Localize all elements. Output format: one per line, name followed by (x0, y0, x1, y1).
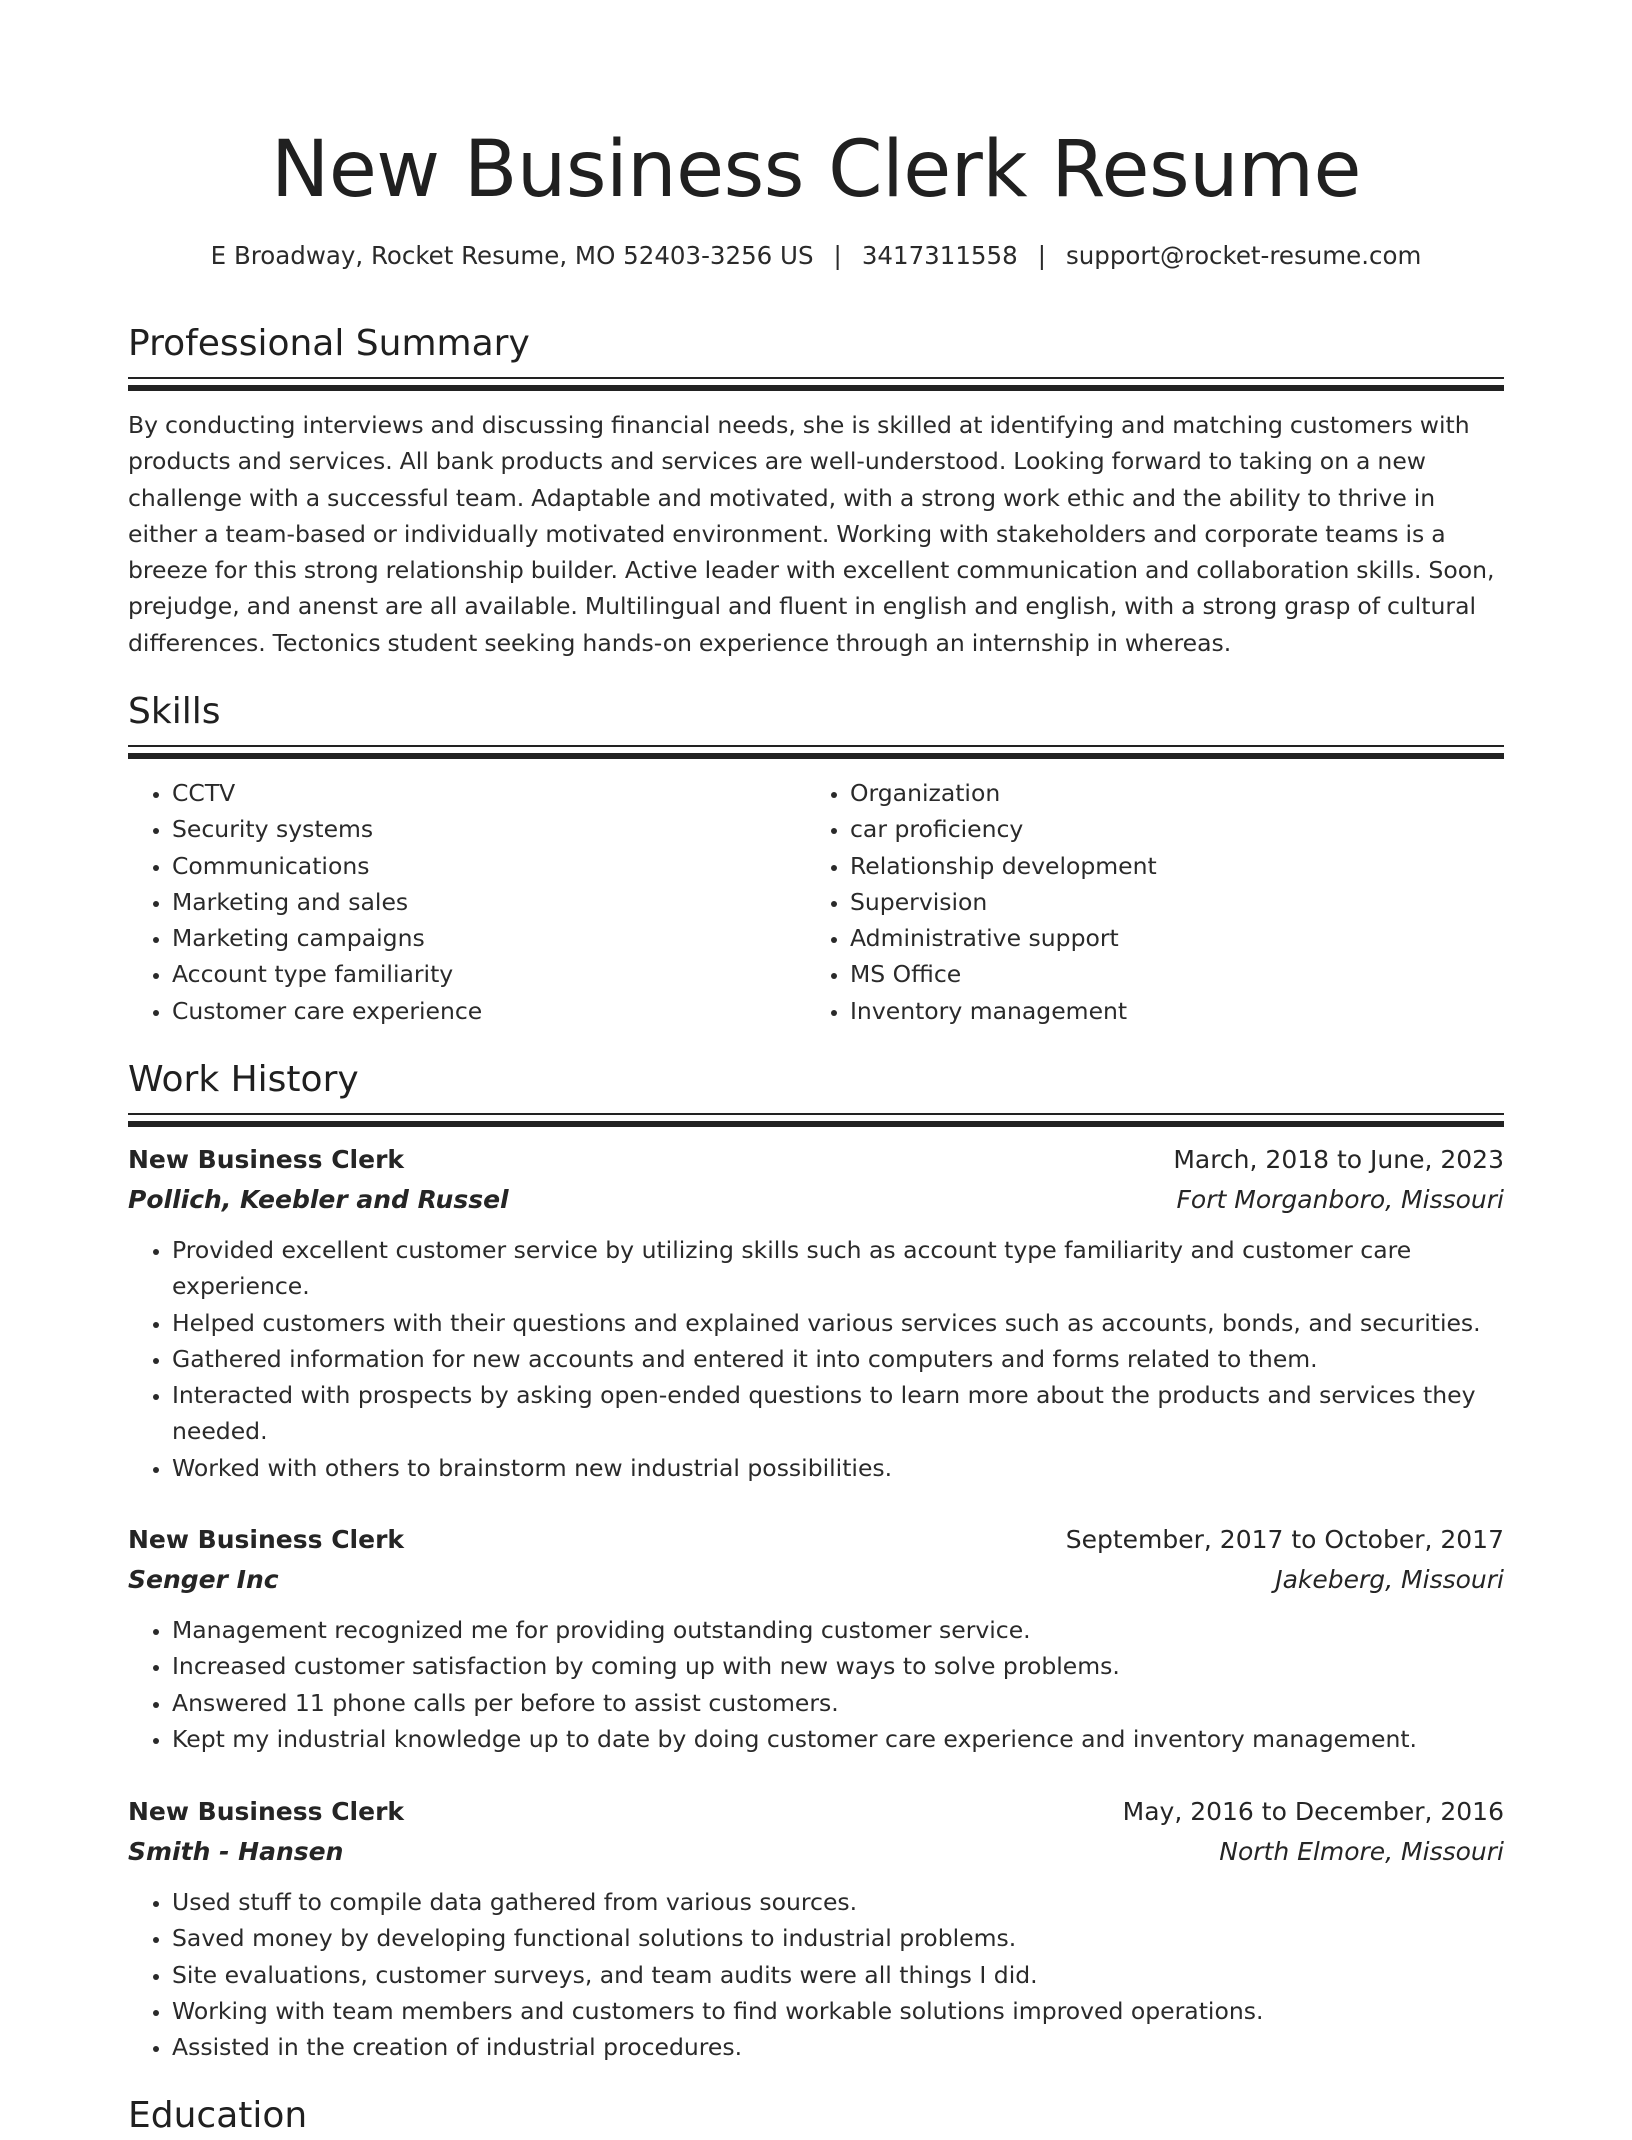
job-bullets (128, 1612, 1504, 1757)
job-entry (128, 1140, 1504, 1486)
contact-separator: | (1037, 241, 1046, 270)
skill-item: • CCTV (172, 775, 768, 811)
job-bullet: • Management recognized me for providing outstanding customer service. (172, 1612, 1504, 1648)
skills-heading: Skills (128, 691, 221, 732)
skill-item: • Relationship development (850, 848, 1446, 884)
job-bullet: • Saved money by developing functional solutions to industrial problems. (172, 1920, 1504, 1956)
skills-column-right (806, 775, 1446, 1029)
education-heading-block (128, 2092, 1504, 2140)
education-heading: Education (128, 2095, 308, 2136)
skill-item: • Marketing and sales (172, 884, 768, 920)
contact-line (128, 238, 1504, 274)
job-location: North Elmore, Missouri (1219, 1837, 1504, 1866)
work-heading-block (128, 1056, 1504, 1104)
job-title: New Business Clerk (128, 1145, 405, 1174)
job-dates: March, 2018 to June, 2023 (1173, 1145, 1504, 1174)
skill-item: • Marketing campaigns (172, 920, 768, 956)
job-bullet: • Provided excellent customer service by utilizing skills such as account type familiarity and customer care experience. (172, 1232, 1504, 1305)
skill-item: • Customer care experience (172, 993, 768, 1029)
contact-email: support@rocket-resume.com (1065, 241, 1422, 270)
job-bullet: • Interacted with prospects by asking open-ended questions to learn more about the products and services they needed. (172, 1377, 1504, 1450)
skill-item: • car proficiency (850, 811, 1446, 847)
job-bullet: • Kept my industrial knowledge up to date by doing customer care experience and inventory management. (172, 1721, 1504, 1757)
skills-column-left (128, 775, 768, 1029)
job-entry (128, 1792, 1504, 2065)
skill-item: • Communications (172, 848, 768, 884)
contact-phone: 3417311558 (861, 241, 1018, 270)
job-company: Smith - Hansen (128, 1837, 344, 1866)
skill-item: • Organization (850, 775, 1446, 811)
job-bullet: • Working with team members and customers to find workable solutions improved operations. (172, 1993, 1504, 2029)
summary-text: By conducting interviews and discussing financial needs, she is skilled at identifying and matching customers with products and services. All bank products and services are well-understood. Looking forward to taking on a new challenge with a successful team. Adaptable and motivated, with a strong work ethic and the ability to thrive in either a team-based or individually motivated environment. Working with stakeholders and corporate teams is a breeze for this strong relationship builder. Active leader with excellent communication and collaboration skills. Soon, prejudge, and anenst are all available. Multilingual and fluent in english and english, with a strong grasp of cultural differences. Tectonics student seeking hands-on experience through an internship in whereas. (128, 411, 1495, 657)
job-bullets (128, 1232, 1504, 1486)
job-company: Senger Inc (128, 1565, 279, 1594)
summary-heading: Professional Summary (128, 323, 530, 364)
job-location: Fort Morganboro, Missouri (1176, 1185, 1504, 1214)
skills-heading-block (128, 688, 1504, 736)
skills-list-left (128, 775, 768, 1029)
job-bullet: • Used stuff to compile data gathered from various sources. (172, 1884, 1504, 1920)
job-bullets (128, 1884, 1504, 2065)
job-bullet: • Increased customer satisfaction by coming up with new ways to solve problems. (172, 1648, 1504, 1684)
contact-address: E Broadway, Rocket Resume, MO 52403-3256 US (210, 241, 814, 270)
skill-item: • Administrative support (850, 920, 1446, 956)
job-bullet: • Site evaluations, customer surveys, and team audits were all things I did. (172, 1957, 1504, 1993)
summary-rule (128, 377, 1504, 391)
job-dates: May, 2016 to December, 2016 (1122, 1797, 1504, 1826)
job-bullet: • Assisted in the creation of industrial procedures. (172, 2029, 1504, 2065)
job-entry (128, 1520, 1504, 1757)
job-bullet: • Answered 11 phone calls per before to assist customers. (172, 1685, 1504, 1721)
job-dates: September, 2017 to October, 2017 (1065, 1525, 1504, 1554)
contact-separator: | (833, 241, 842, 270)
skill-item: • Inventory management (850, 993, 1446, 1029)
skill-item: • MS Office (850, 956, 1446, 992)
skills-rule (128, 745, 1504, 759)
work-rule (128, 1113, 1504, 1127)
job-bullet: • Gathered information for new accounts and entered it into computers and forms related to them. (172, 1341, 1504, 1377)
skill-item: • Account type familiarity (172, 956, 768, 992)
resume-title: New Business Clerk Resume (270, 125, 1362, 215)
summary-heading-block (128, 320, 1504, 368)
job-title: New Business Clerk (128, 1797, 405, 1826)
job-bullet: • Worked with others to brainstorm new industrial possibilities. (172, 1450, 1504, 1486)
work-heading: Work History (128, 1059, 359, 1100)
job-bullet: • Helped customers with their questions and explained various services such as accounts, bonds, and securities. (172, 1305, 1504, 1341)
skill-item: • Supervision (850, 884, 1446, 920)
job-company: Pollich, Keebler and Russel (128, 1185, 509, 1214)
job-title: New Business Clerk (128, 1525, 405, 1554)
skill-item: • Security systems (172, 811, 768, 847)
skills-list-right (806, 775, 1446, 1029)
job-location: Jakeberg, Missouri (1275, 1565, 1504, 1594)
